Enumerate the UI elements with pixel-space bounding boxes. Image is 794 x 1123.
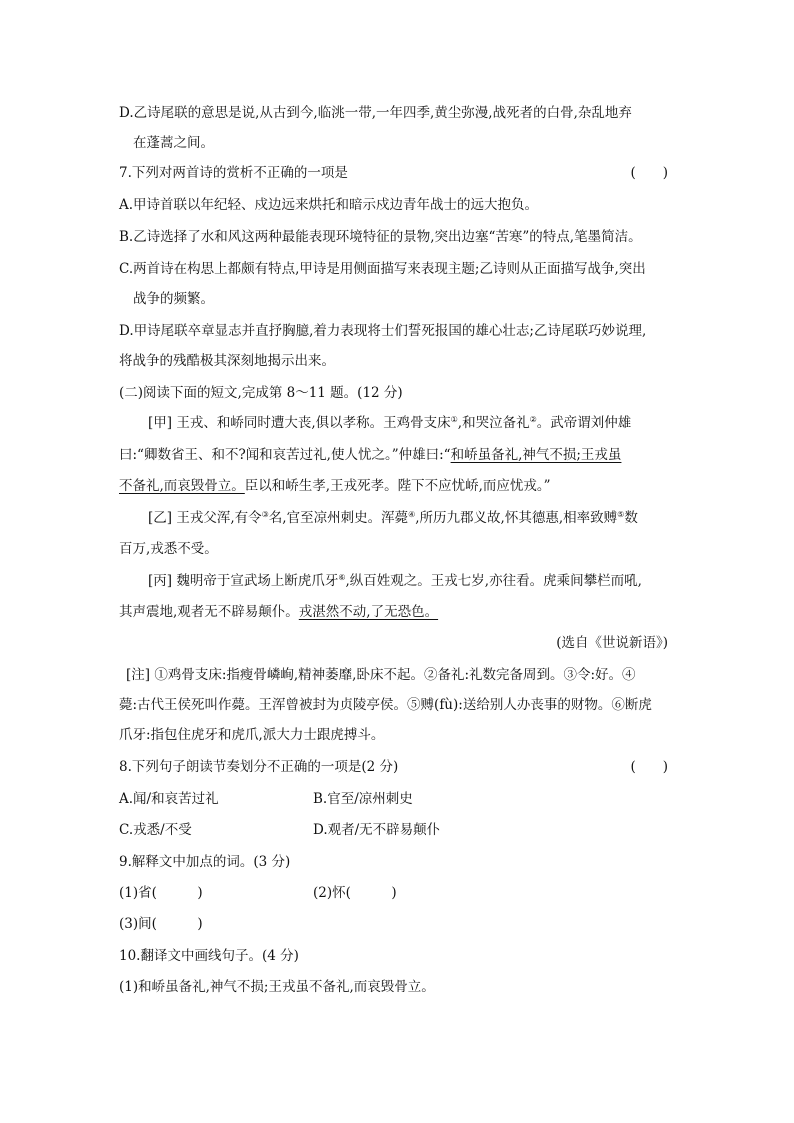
q9-item-2: (2)怀( ) [313, 885, 397, 901]
passage-jia-line-3 [119, 477, 551, 495]
text-segment: 。武帝谓刘仲雄 [536, 415, 632, 431]
option-d-line-1: D.乙诗尾联的意思是说,从古到今,临洮一带,一年四季,黄尘弥漫,战死者的白骨,杂乱地弃 [119, 105, 632, 121]
text-segment: ,所历九郡义故,怀其德惠,相率致赙 [415, 510, 618, 526]
text-segment: [甲] 王戎、和峤同时遭大丧,俱以孝称。王鸡骨支床 [148, 415, 451, 431]
q7-option-c-line-1: C.两首诗在构思上都颇有特点,甲诗是用侧面描写来表现主题;乙诗则从正面描写战争,突出 [119, 261, 646, 277]
text-segment: [丙] 魏明帝于宣武场上断虎爪牙 [148, 573, 339, 589]
section-heading: (二)阅读下面的短文,完成第 8～11 题。(12 分) [119, 385, 403, 401]
underlined-sentence: 不备礼,而哀毁骨立。 [119, 478, 245, 494]
footnote-marker: ⑥ [338, 573, 346, 582]
text-segment: 名,官至凉州刺史。浑薨 [268, 510, 409, 526]
q8-option-b: B.官至/凉州刺史 [313, 791, 413, 807]
notes-line-3: 爪牙:指包住虎牙和虎爪,派大力士跟虎搏斗。 [119, 727, 385, 743]
passage-jia-line-1 [148, 414, 631, 432]
question-10: 10.翻译文中画线句子。(4 分) [119, 948, 299, 964]
text-segment: 其声震地,观者无不辟易颠仆。 [119, 604, 299, 620]
q7-option-c-line-2: 战争的频繁。 [133, 291, 214, 307]
passage-jia-line-2 [119, 446, 621, 464]
text-segment: 臣以和峤生孝,王戎死孝。陛下不应忧峤,而应忧戎。” [244, 478, 551, 494]
passage-yi-line-2: 百万,戎悉不受。 [119, 541, 218, 557]
passage-bing-line-2 [119, 603, 438, 621]
footnote-marker: ⑤ [617, 510, 625, 519]
question-8: 8.下列句子朗读节奏划分不正确的一项是(2 分) [119, 759, 399, 775]
passage-yi-line-1 [148, 509, 638, 527]
answer-bracket-8: ( ) [630, 759, 668, 775]
footnote-marker: ① [450, 415, 458, 424]
underlined-sentence: 戎湛然不动,了无恐色。 [298, 604, 439, 620]
text-segment: ,纵百姓观之。王戎七岁,亦往看。虎乘间攀栏而吼, [345, 573, 642, 589]
q10-item-1: (1)和峤虽备礼,神气不损;王戎虽不备礼,而哀毁骨立。 [119, 979, 435, 995]
question-7: 7.下列对两首诗的赏析不正确的一项是 [119, 165, 348, 181]
q7-option-d-line-1: D.甲诗尾联卒章显志并直抒胸臆,着力表现将士们誓死报国的雄心壮志;乙诗尾联巧妙说理, [119, 323, 647, 339]
q7-option-b: B.乙诗选择了水和风这两种最能表现环境特征的景物,突出边塞“苦寒”的特点,笔墨简洁。 [119, 229, 642, 245]
text-segment: 数 [624, 510, 638, 526]
text-segment: [乙] 王戎父浑,有令 [148, 510, 262, 526]
underlined-sentence: 和峤虽备礼,神气不损;王戎虽 [450, 447, 622, 463]
q7-option-a: A.甲诗首联以年纪轻、戍边远来烘托和暗示戍边青年战士的远大抱负。 [119, 197, 539, 213]
question-9: 9.解释文中加点的词。(3 分) [119, 854, 291, 870]
q8-option-c: C.戎悉/不受 [119, 822, 192, 838]
footnote-marker: ③ [261, 510, 269, 519]
text-segment: ,和哭泣备礼 [457, 415, 530, 431]
footnote-marker: ④ [408, 510, 416, 519]
q9-item-1: (1)省( ) [119, 885, 203, 901]
q8-option-d: D.观者/无不辟易颠仆 [313, 822, 441, 838]
footnote-marker: ② [529, 415, 537, 424]
notes-line-1: [注] ①鸡骨支床:指瘦骨嶙峋,精神萎靡,卧床不起。②备礼:礼数完备周到。③令:好。④ [126, 667, 636, 683]
q8-option-a: A.闻/和哀苦过礼 [119, 791, 219, 807]
q7-option-d-line-2: 将战争的残酷极其深刻地揭示出来。 [119, 353, 335, 369]
text-segment: 曰:“卿数省王、和不?闻和哀苦过礼,使人忧之。”仲雄曰:“ [119, 447, 451, 463]
source-citation: (选自《世说新语》) [556, 635, 668, 651]
passage-bing-line-1 [148, 572, 642, 590]
q9-item-3: (3)间( ) [119, 916, 203, 932]
answer-bracket-7: ( ) [630, 165, 668, 181]
notes-line-2: 薨:古代王侯死叫作薨。王浑曾被封为贞陵亭侯。⑤赙(fù):送给别人办丧事的财物。⑥断虎 [119, 697, 652, 713]
option-d-line-2: 在蓬蒿之间。 [133, 135, 214, 151]
